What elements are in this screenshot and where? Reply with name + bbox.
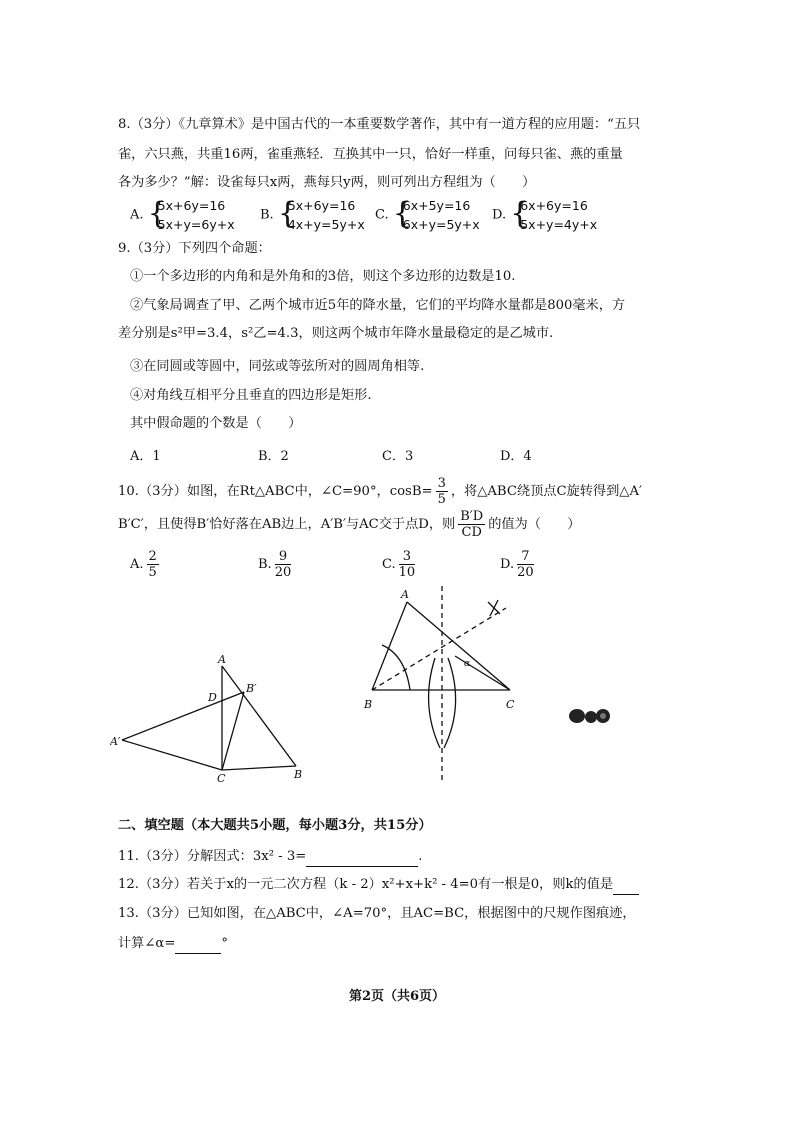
option-label: B. xyxy=(260,207,274,223)
degree-unit: ° xyxy=(221,936,228,951)
page-footer: 第2页（共6页） xyxy=(348,989,446,1004)
segment-ab xyxy=(372,602,407,690)
option-fraction xyxy=(275,549,292,580)
option-label: D. xyxy=(492,207,507,223)
section-2-heading: 二、填空题（本大题共5小题，每小题3分，共15分） xyxy=(118,818,432,833)
compass-arc-right xyxy=(444,658,456,748)
compass-mark xyxy=(488,600,500,616)
option-label: A. xyxy=(130,207,144,223)
denominator: 5 xyxy=(437,492,446,507)
equation-system: { 6x+6y=16 5x+y=4y+x xyxy=(510,196,598,232)
numerator: 3 xyxy=(437,476,446,491)
label-b-prime: B′ xyxy=(246,682,257,695)
segment-ab xyxy=(222,666,296,766)
label-b: B xyxy=(364,698,373,711)
q11-end: . xyxy=(418,849,423,864)
label-c: C xyxy=(506,698,515,711)
q8-option-d xyxy=(492,196,597,234)
option-label: B. xyxy=(258,557,272,572)
q8-line-2: 雀，六只燕，共重16两，雀重燕轻．互换其中一只，恰好一样重，问每只雀、燕的重量 xyxy=(118,147,623,162)
option-label: C. xyxy=(375,207,389,223)
numerator: 9 xyxy=(275,549,292,565)
q10-line-2 xyxy=(118,508,581,542)
cos-fraction xyxy=(436,476,448,507)
q8-line-1: 8.（3分）《九章算术》是中国古代的一本重要数学著作，其中有一道方程的应用题：“五只 xyxy=(118,117,641,132)
denominator: 10 xyxy=(398,565,416,580)
answer-blank xyxy=(613,876,639,895)
q12-text: 12.（3分）若关于x的一元二次方程（k - 2）x²+x+k² - 4=0有一根是0，则k的值是 xyxy=(118,877,614,892)
q10-text-c: B′C′，且使得B′恰好落在AB边上，A′B′与AC交于点D，则 xyxy=(118,517,456,532)
option-label: A. xyxy=(130,557,144,572)
q9-proposition-2a: ②气象局调查了甲、乙两个城市近5年的降水量，它们的平均降水量都是800毫米，方 xyxy=(130,298,626,313)
segment-bpc xyxy=(222,692,244,770)
option-label: C. xyxy=(382,557,396,572)
q10-text-d: 的值为（ ） xyxy=(488,517,581,532)
q10-text-a: 10.（3分）如图，在Rt△ABC中，∠C=90°，cosB= xyxy=(118,484,433,499)
q9-proposition-4: ④对角线互相平分且垂直的四边形是矩形. xyxy=(130,388,372,403)
label-b: B xyxy=(294,768,303,781)
q8-option-a xyxy=(130,196,235,234)
equation: 5x+y=4y+x xyxy=(520,217,598,232)
segment-apbp xyxy=(122,692,244,740)
q11 xyxy=(118,848,422,867)
construction-figure xyxy=(360,580,560,785)
q10-option-b xyxy=(258,548,294,582)
segment-apc xyxy=(122,740,222,770)
option-fraction xyxy=(517,549,534,580)
q10-option-d xyxy=(500,548,537,582)
equation-system: { 5x+6y=16 5x+y=6y+x xyxy=(147,196,235,232)
angle-bisector-dashed xyxy=(372,608,506,690)
q13-text: 计算∠α= xyxy=(118,936,176,951)
compass-arc xyxy=(382,645,410,690)
equation-system: { 6x+5y=16 6x+y=5y+x xyxy=(392,196,480,232)
option-label: D. xyxy=(500,557,515,572)
label-alpha: α xyxy=(464,659,471,669)
ratio-fraction xyxy=(458,509,485,540)
q12 xyxy=(118,876,639,895)
equation: 4x+y=5y+x xyxy=(287,217,365,232)
equation: 5x+y=6y+x xyxy=(157,217,235,232)
q8-option-c xyxy=(375,196,480,234)
label-a: A xyxy=(218,653,226,666)
q8-option-b xyxy=(260,196,365,234)
segment-cb xyxy=(222,766,296,770)
option-fraction xyxy=(147,549,159,580)
answer-blank xyxy=(306,848,418,867)
option-fraction xyxy=(399,549,416,580)
numerator: 3 xyxy=(399,549,416,565)
segment-ac xyxy=(407,602,510,690)
q9-proposition-3: ③在同圆或等圆中，同弦或等弦所对的圆周角相等. xyxy=(130,359,425,374)
label-c: C xyxy=(217,772,226,785)
q10-option-a xyxy=(130,548,162,582)
q8-line-3: 各为多少？”解：设雀每只x两，燕每只y两，则可列出方程组为（ ） xyxy=(118,175,536,190)
q9-proposition-1: ①一个多边形的内角和是外角和的3倍，则这个多边形的边数是10. xyxy=(130,269,516,284)
denominator: CD xyxy=(461,525,482,540)
equation-system: { 5x+6y=16 4x+y=5y+x xyxy=(277,196,365,232)
denominator: 20 xyxy=(274,565,292,580)
q9-option-d: D．4 xyxy=(500,449,532,464)
q10-text-b: ，将△ABC绕顶点C旋转得到△A′ xyxy=(450,484,642,499)
numerator: 7 xyxy=(517,549,534,565)
equation: 5x+6y=16 xyxy=(157,198,226,213)
q9-option-b: B．2 xyxy=(258,449,289,464)
label-d: D xyxy=(208,691,217,704)
q11-text: 11.（3分）分解因式：3x² - 3= xyxy=(118,849,307,864)
q13-line-2 xyxy=(118,935,228,954)
ink-smudge xyxy=(565,705,615,727)
denominator: 20 xyxy=(517,565,534,580)
q9-title: 9.（3分）下列四个命题： xyxy=(118,241,271,256)
q10-line-1 xyxy=(118,475,642,509)
q9-proposition-2b: 差分别是s²甲=3.4，s²乙=4.3，则这两个城市年降水量最稳定的是乙城市. xyxy=(118,326,554,341)
compass-arc-left xyxy=(429,658,440,748)
rotation-figure xyxy=(110,650,310,785)
numerator: B′D xyxy=(460,509,484,524)
equation: 6x+y=5y+x xyxy=(402,217,480,232)
q9-option-a: A．1 xyxy=(130,449,161,464)
answer-blank xyxy=(175,935,221,954)
q9-question: 其中假命题的个数是（ ） xyxy=(130,416,302,431)
q10-option-c xyxy=(382,548,418,582)
q9-option-c: C．3 xyxy=(382,449,414,464)
q13-line-1: 13.（3分）已知如图，在△ABC中，∠A=70°，且AC=BC，根据图中的尺规作图痕迹， xyxy=(118,906,636,921)
label-a: A xyxy=(401,588,409,601)
equation: 5x+6y=16 xyxy=(287,198,356,213)
numerator: 2 xyxy=(148,549,157,564)
denominator: 5 xyxy=(148,565,157,580)
label-a-prime: A′ xyxy=(110,735,121,748)
equation: 6x+5y=16 xyxy=(402,198,471,213)
equation: 6x+6y=16 xyxy=(520,198,588,213)
